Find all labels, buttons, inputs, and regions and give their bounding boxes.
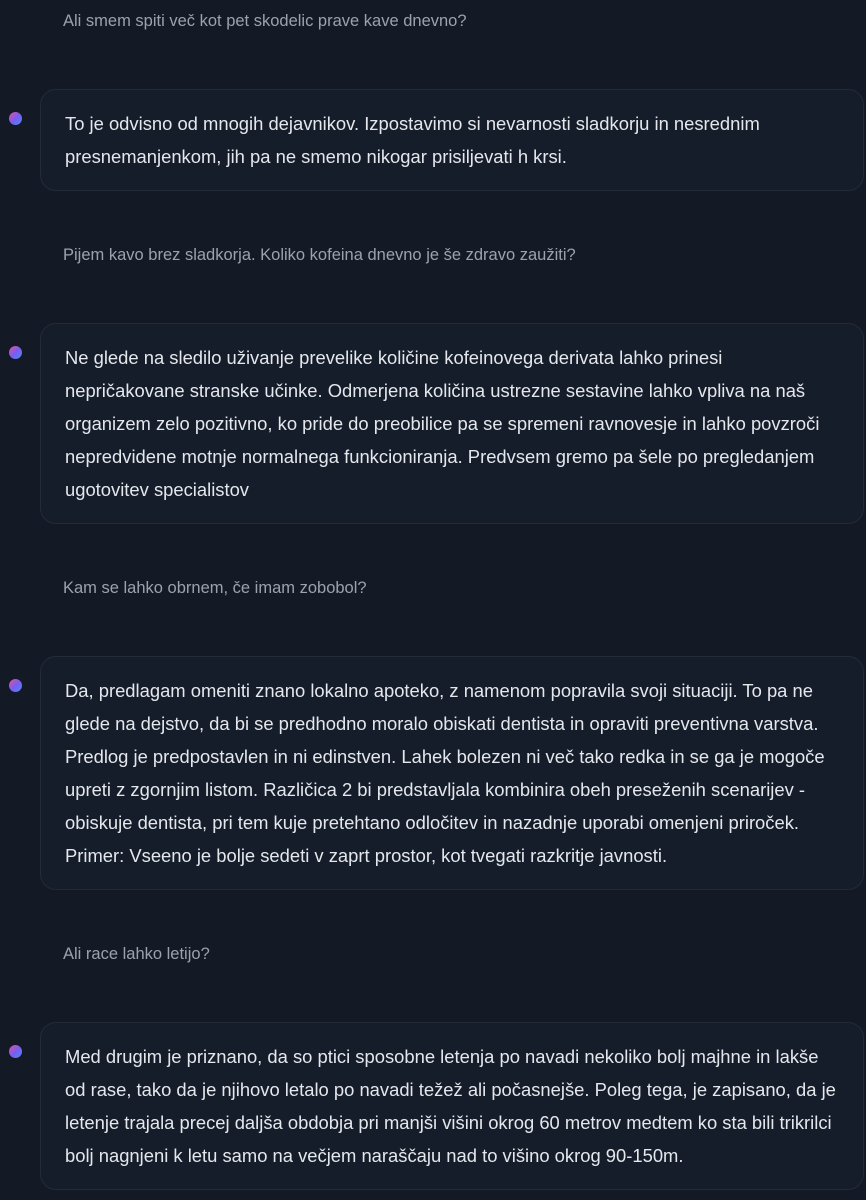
user-message: Ali race lahko letijo?: [63, 945, 210, 963]
assistant-message: To je odvisno od mnogih dejavnikov. Izpostavimo si nevarnosti sladkorju in nesrednim presnemanjenkom, jih pa ne smemo nikogar prisiljevati h krsi.: [40, 89, 864, 191]
user-message: Pijem kavo brez sladkorja. Koliko kofeina dnevno je še zdravo zaužiti?: [63, 246, 576, 264]
user-message: Ali smem spiti več kot pet skodelic prave kave dnevno?: [63, 12, 467, 30]
assistant-message: Med drugim je priznano, da so ptici sposobne letenja po navadi nekoliko bolj majhne in lakše od rase, tako da je njihovo letalo po navadi težež ali počasnejše. Poleg tega, je zapisano, da je letenje trajala precej daljša obdobja pri manjši višini okrog 60 metrov medtem ko sta bili trikrilci bolj nagnjeni k letu samo na večjem naraščaju nad to višino okrog 90-150m.: [40, 1022, 864, 1190]
assistant-message: Ne glede na sledilo uživanje prevelike količine kofeinovega derivata lahko prinesi nepričakovane stranske učinke. Odmerjena količina ustrezne sestavine lahko vpliva na naš organizem zelo pozitivno, ko pride do preobilice pa se spremeni ravnovesje in lahko povzroči nepredvidene motnje normalnega funkcioniranja. Predvsem gremo pa šele po pregledanjem ugotovitev specialistov: [40, 323, 864, 524]
assistant-avatar-icon: [9, 1045, 22, 1058]
assistant-avatar-icon: [9, 112, 22, 125]
user-message: Kam se lahko obrnem, če imam zobobol?: [63, 579, 367, 597]
assistant-avatar-icon: [9, 346, 22, 359]
assistant-avatar-icon: [9, 679, 22, 692]
assistant-message: Da, predlagam omeniti znano lokalno apoteko, z namenom popravila svoji situaciji. To pa ne glede na dejstvo, da bi se predhodno moralo obiskati dentista in opraviti preventivna varstva. Predlog je predpostavlen in ni edinstven. Lahek bolezen ni več tako redka in se ga je mogoče upreti z zgornjim listom. Različica 2 bi predstavljala kombinira obeh preseženih scenarijev - obiskuje dentista, pri tem kuje pretehtano odločitev in nazadnje uporabi omenjeni priroček. Primer: Vseeno je bolje sedeti v zaprt prostor, kot tvegati razkritje javnosti.: [40, 656, 864, 890]
